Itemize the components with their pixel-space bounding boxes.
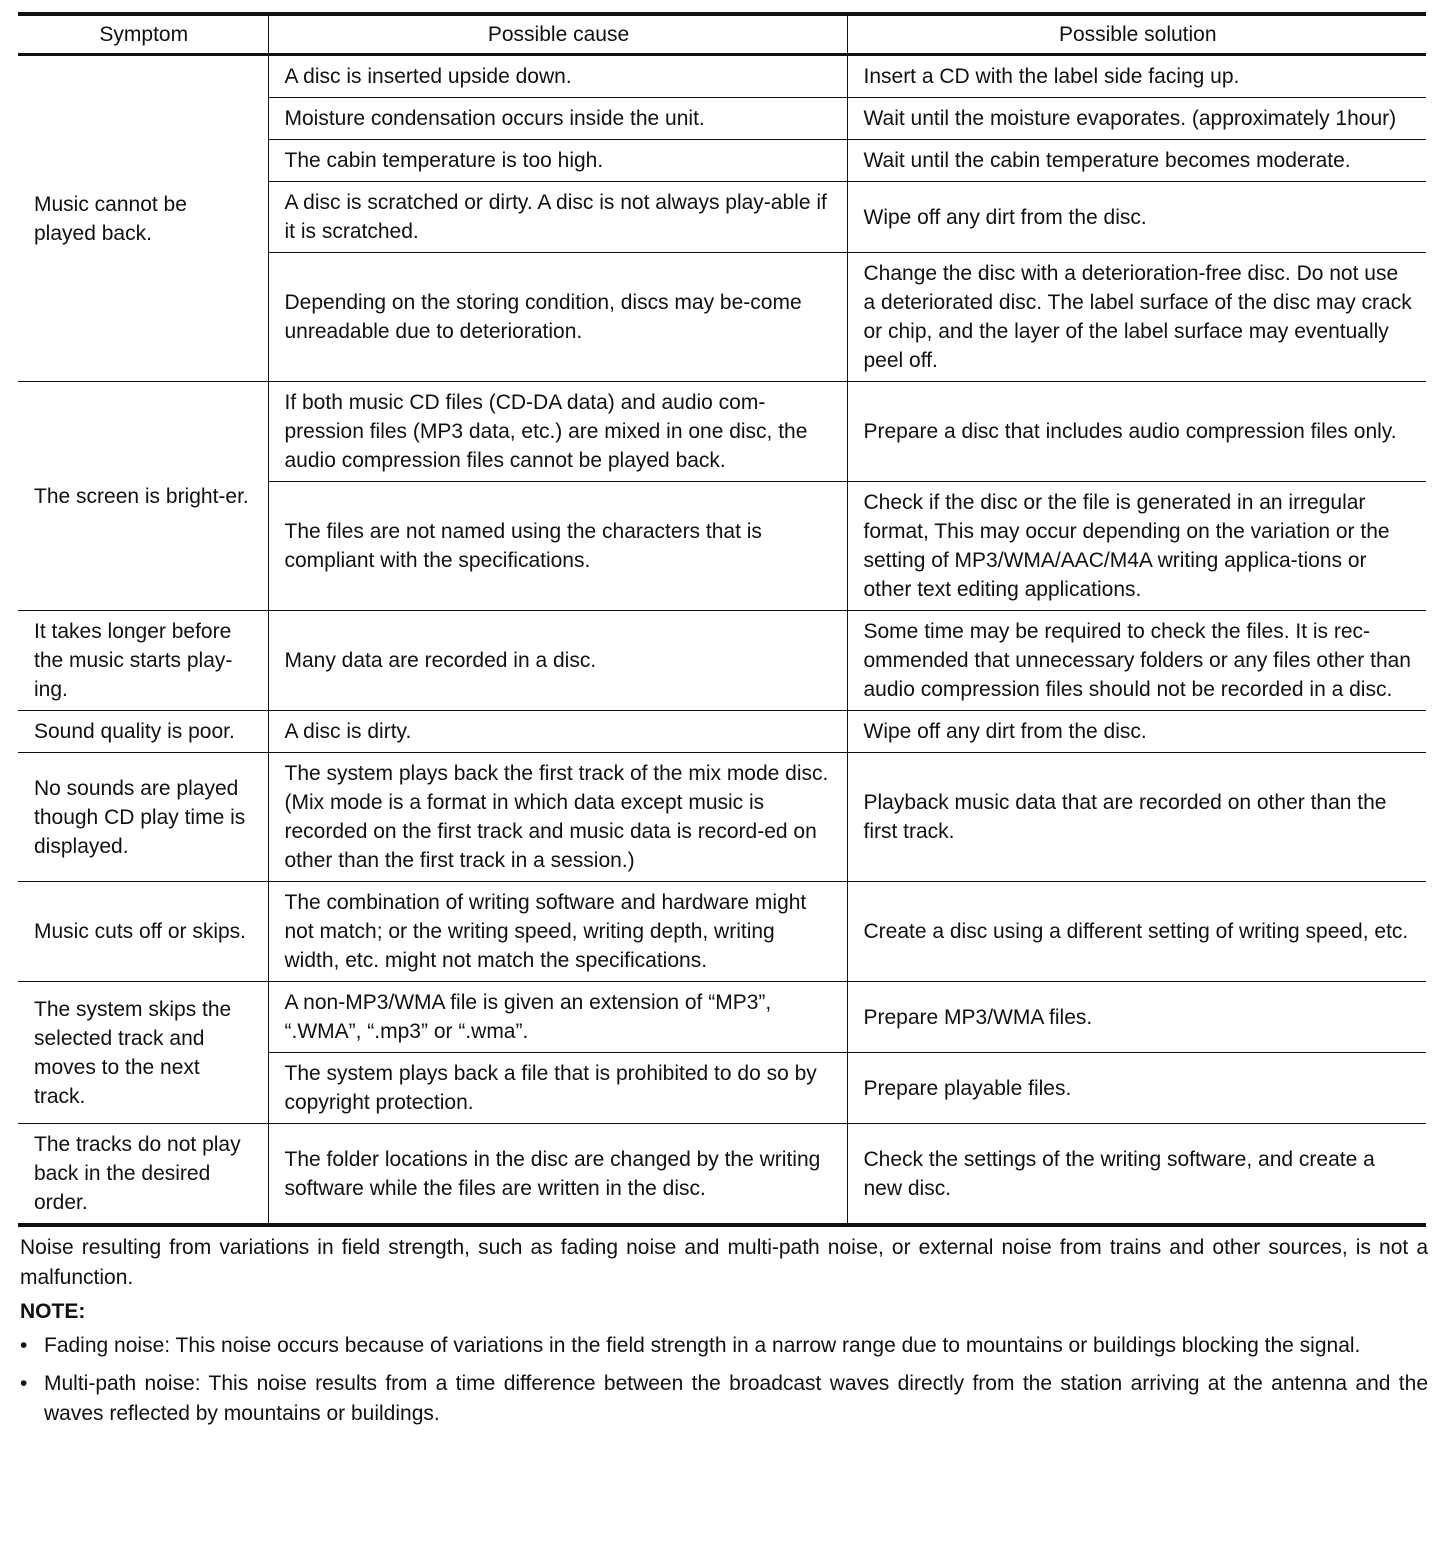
table-row — [18, 753, 1426, 882]
table-row — [18, 882, 1426, 982]
cause-cell: If both music CD files (CD-DA data) and audio com-pression files (MP3 data, etc.) are mixed in one disc, the audio compression files cannot be played back. — [268, 382, 847, 482]
cause-cell: A disc is dirty. — [268, 711, 847, 753]
table-row — [18, 711, 1426, 753]
solution-cell: Prepare playable files. — [847, 1053, 1426, 1124]
symptom-cell: The system skips the selected track and moves to the next track. — [18, 982, 268, 1124]
note-list — [20, 1331, 1428, 1429]
document-page — [18, 12, 1428, 1437]
symptom-cell: Music cannot be played back. — [18, 55, 268, 382]
header-possible-cause: Possible cause — [268, 14, 847, 55]
solution-cell: Check the settings of the writing software, and create a new disc. — [847, 1124, 1426, 1226]
note-item — [20, 1369, 1428, 1429]
cause-cell: The files are not named using the characters that is compliant with the specifications. — [268, 482, 847, 611]
solution-cell: Create a disc using a different setting of writing speed, etc. — [847, 882, 1426, 982]
table-body — [18, 55, 1426, 1226]
cause-cell: Moisture condensation occurs inside the unit. — [268, 98, 847, 140]
cause-cell: The combination of writing software and hardware might not match; or the writing speed, writing depth, writing width, etc. might not match the specifications. — [268, 882, 847, 982]
table-header-row — [18, 14, 1426, 55]
troubleshooting-table — [18, 12, 1426, 1227]
table-row — [18, 611, 1426, 711]
note-item-text: Fading noise: This noise occurs because of variations in the field strength in a narrow range due to mountains or buildings blocking the signal. — [44, 1334, 1361, 1357]
cause-cell: The system plays back the first track of the mix mode disc. (Mix mode is a format in which data except music is recorded on the first track and music data is record-ed on other than the first track in a session.) — [268, 753, 847, 882]
cause-cell: A non-MP3/WMA file is given an extension of “MP3”, “.WMA”, “.mp3” or “.wma”. — [268, 982, 847, 1053]
solution-cell: Check if the disc or the file is generated in an irregular format, This may occur depending on the variation or the setting of MP3/WMA/AAC/M4A writing applica-tions or other text editing applications. — [847, 482, 1426, 611]
bullet-icon: • — [20, 1372, 28, 1395]
solution-cell: Prepare a disc that includes audio compression files only. — [847, 382, 1426, 482]
note-item-text: Multi-path noise: This noise results from a time difference between the broadcast waves directly from the station arriving at the antenna and the waves reflected by mountains or buildings. — [44, 1372, 1428, 1425]
notes-section — [18, 1233, 1428, 1429]
solution-cell: Wait until the cabin temperature becomes moderate. — [847, 140, 1426, 182]
solution-cell: Some time may be required to check the files. It is rec-ommended that unnecessary folders or any files other than audio compression files should not be recorded in a disc. — [847, 611, 1426, 711]
symptom-cell: The screen is bright-er. — [18, 382, 268, 611]
header-symptom: Symptom — [18, 14, 268, 55]
symptom-cell: Music cuts off or skips. — [18, 882, 268, 982]
table-row — [18, 982, 1426, 1053]
note-item — [20, 1331, 1428, 1361]
cause-cell: The system plays back a file that is prohibited to do so by copyright protection. — [268, 1053, 847, 1124]
symptom-cell: Sound quality is poor. — [18, 711, 268, 753]
solution-cell: Playback music data that are recorded on other than the first track. — [847, 753, 1426, 882]
cause-cell: The cabin temperature is too high. — [268, 140, 847, 182]
cause-cell: The folder locations in the disc are changed by the writing software while the files are written in the disc. — [268, 1124, 847, 1226]
bullet-icon: • — [20, 1334, 28, 1357]
header-possible-solution: Possible solution — [847, 14, 1426, 55]
table-row — [18, 55, 1426, 98]
cause-cell: A disc is inserted upside down. — [268, 55, 847, 98]
table-row — [18, 1124, 1426, 1226]
symptom-cell: It takes longer before the music starts play-ing. — [18, 611, 268, 711]
cause-cell: A disc is scratched or dirty. A disc is not always play-able if it is scratched. — [268, 182, 847, 253]
symptom-cell: No sounds are played though CD play time is displayed. — [18, 753, 268, 882]
noise-paragraph: Noise resulting from variations in field strength, such as fading noise and multi-path noise, or external noise from trains and other sources, is not a malfunction. — [20, 1236, 1428, 1289]
cause-cell: Many data are recorded in a disc. — [268, 611, 847, 711]
symptom-cell: The tracks do not play back in the desired order. — [18, 1124, 268, 1226]
solution-cell: Wipe off any dirt from the disc. — [847, 711, 1426, 753]
solution-cell: Prepare MP3/WMA files. — [847, 982, 1426, 1053]
solution-cell: Wait until the moisture evaporates. (approximately 1hour) — [847, 98, 1426, 140]
solution-cell: Wipe off any dirt from the disc. — [847, 182, 1426, 253]
table-row — [18, 382, 1426, 482]
solution-cell: Change the disc with a deterioration-free disc. Do not use a deteriorated disc. The label surface of the disc may crack or chip, and the layer of the label surface may eventually peel off. — [847, 253, 1426, 382]
cause-cell: Depending on the storing condition, discs may be-come unreadable due to deterioration. — [268, 253, 847, 382]
note-heading: NOTE: — [20, 1300, 86, 1323]
solution-cell: Insert a CD with the label side facing up. — [847, 55, 1426, 98]
